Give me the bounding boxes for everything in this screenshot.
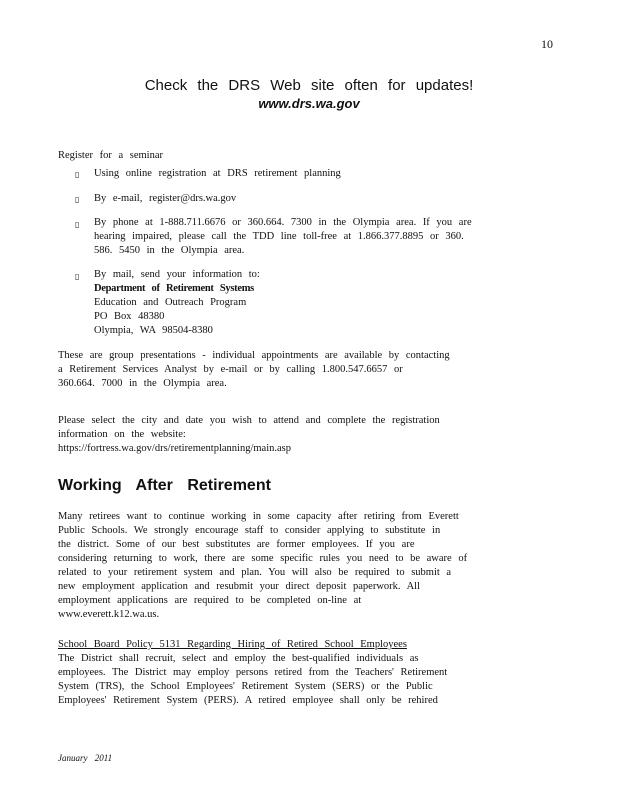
register-mail-item bbox=[94, 268, 260, 338]
policy-line: System (TRS), the School Employees' Retirement System (SERS) or the Public bbox=[58, 681, 433, 692]
policy-section bbox=[58, 638, 555, 708]
group-line-1: These are group presentations - individual appointments are available by contacting bbox=[58, 350, 450, 361]
working-line: new employment application and resubmit your direct deposit paperwork. All bbox=[58, 581, 421, 592]
policy-line: Employees' Retirement System (PERS). A retired employee shall only be rehired bbox=[58, 695, 438, 706]
working-line: Public Schools. We strongly encourage staff to consider applying to substitute in bbox=[58, 525, 441, 536]
select-line-2: information on the website: bbox=[58, 429, 186, 440]
phone-line-3: 586. 5450 in the Olympia area. bbox=[94, 245, 245, 256]
register-title: Register for a seminar bbox=[58, 150, 164, 161]
drs-website-url[interactable]: www.drs.wa.gov bbox=[258, 96, 360, 111]
group-line-3: 360.664. 7000 in the Olympia area. bbox=[58, 378, 227, 389]
phone-line-2: hearing impaired, please call the TDD line toll-free at 1.866.377.8895 or 360. bbox=[94, 231, 464, 242]
select-line-1: Please select the city and date you wish to attend and complete the registration bbox=[58, 415, 440, 426]
bullet-icon: ▯ bbox=[75, 170, 80, 179]
phone-line-1: By phone at 1-888.711.6676 or 360.664. 7300 in the Olympia area. If you are bbox=[94, 217, 472, 228]
mail-department: Department of Retirement Systems bbox=[94, 283, 254, 294]
working-paragraph bbox=[58, 510, 555, 622]
footer-date: January 2011 bbox=[58, 753, 113, 763]
working-line: Many retirees want to continue working in some capacity after retiring from Everett bbox=[58, 511, 459, 522]
select-city-paragraph bbox=[58, 414, 508, 456]
everett-url[interactable]: www.everett.k12.wa.us. bbox=[58, 609, 160, 620]
working-line: employment applications are required to be completed on-line at bbox=[58, 595, 362, 606]
mail-line-1: By mail, send your information to: bbox=[94, 269, 260, 280]
bullet-icon: ▯ bbox=[75, 195, 80, 204]
register-phone-item bbox=[94, 216, 546, 258]
working-line: considering returning to work, there are some specific rules you need to be aware of bbox=[58, 553, 468, 564]
register-online-item: Using online registration at DRS retirement planning bbox=[94, 168, 341, 179]
mail-po-box: PO Box 48380 bbox=[94, 311, 165, 322]
mail-program: Education and Outreach Program bbox=[94, 297, 247, 308]
working-after-retirement-heading: Working After Retirement bbox=[58, 477, 271, 494]
register-email-item: By e-mail, register@drs.wa.gov bbox=[94, 193, 237, 204]
policy-line: employees. The District may employ persons retired from the Teachers' Retirement bbox=[58, 667, 448, 678]
group-line-2: a Retirement Services Analyst by e-mail or by calling 1.800.547.6657 or bbox=[58, 364, 403, 375]
policy-title: School Board Policy 5131 Regarding Hiring of Retired School Employees bbox=[58, 639, 407, 650]
policy-line: The District shall recruit, select and employ the best-qualified individuals as bbox=[58, 653, 419, 664]
updates-notice: Check the DRS Web site often for updates! bbox=[144, 77, 474, 94]
working-line: the district. Some of our best substitutes are former employees. If you are bbox=[58, 539, 415, 550]
bullet-icon: ▯ bbox=[75, 220, 80, 229]
bullet-icon: ▯ bbox=[75, 272, 80, 281]
working-line: related to your retirement system and plan. You will also be required to submit a bbox=[58, 567, 452, 578]
registration-url[interactable]: https://fortress.wa.gov/drs/retirementplanning/main.asp bbox=[58, 443, 291, 454]
group-presentations-paragraph bbox=[58, 349, 538, 391]
page-number: 10 bbox=[541, 37, 553, 51]
mail-city: Olympia, WA 98504-8380 bbox=[94, 325, 213, 336]
